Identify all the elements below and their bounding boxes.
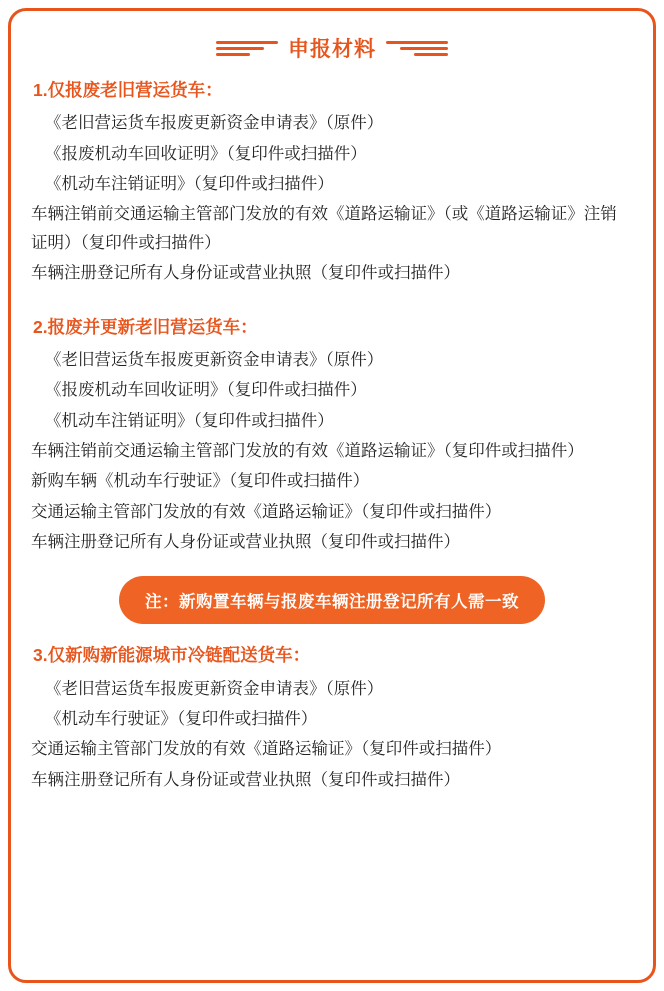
list-item: 《机动车注销证明》（复印件或扫描件） xyxy=(45,411,334,430)
list-item: 车辆注册登记所有人身份证或营业执照（复印件或扫描件） xyxy=(31,264,460,283)
list-item: 《报废机动车回收证明》（复印件或扫描件） xyxy=(45,144,367,163)
list-item: 交通运输主管部门发放的有效《道路运输证》（复印件或扫描件） xyxy=(31,740,502,759)
list-item: 车辆注销前交通运输主管部门发放的有效《道路运输证》（复印件或扫描件） xyxy=(31,441,584,460)
list-item: 《老旧营运货车报废更新资金申请表》（原件） xyxy=(45,114,384,133)
header-decoration-right-icon xyxy=(386,41,448,56)
list-item: 《报废机动车回收证明》（复印件或扫描件） xyxy=(45,381,367,400)
section-spacer xyxy=(31,292,633,314)
list-item: 《老旧营运货车报废更新资金申请表》（原件） xyxy=(45,679,384,698)
note-badge: 注：新购置车辆与报废车辆注册登记所有人需一致 xyxy=(119,576,545,624)
note-container xyxy=(31,576,633,624)
list-item: 新购车辆《机动车行驶证》（复印件或扫描件） xyxy=(31,472,370,491)
section-1-title: 1.仅报废老旧营运货车： xyxy=(33,80,223,100)
section-2 xyxy=(31,314,633,557)
list-item: 车辆注册登记所有人身份证或营业执照（复印件或扫描件） xyxy=(31,770,460,789)
list-item: 《老旧营运货车报废更新资金申请表》（原件） xyxy=(45,350,384,369)
page-title: 申报材料 xyxy=(288,38,376,61)
list-item: 《机动车注销证明》（复印件或扫描件） xyxy=(45,175,334,193)
section-3-title: 3.仅新购新能源城市冷链配送货车： xyxy=(33,645,311,666)
card-header xyxy=(31,33,633,63)
list-item: 车辆注册登记所有人身份证或营业执照（复印件或扫描件） xyxy=(31,533,460,551)
header-decoration-left-icon xyxy=(216,41,278,56)
section-2-title: 2.报废并更新老旧营运货车： xyxy=(33,316,258,337)
materials-card xyxy=(8,8,656,983)
section-1 xyxy=(31,77,633,288)
card-inner xyxy=(11,11,653,808)
list-item: 《机动车行驶证》（复印件或扫描件） xyxy=(45,710,318,728)
section-3 xyxy=(31,642,633,794)
list-item: 车辆注销前交通运输主管部门发放的有效《道路运输证》（或《道路运输证》注销证明）（复印件或扫描件） xyxy=(31,205,617,252)
list-item: 交通运输主管部门发放的有效《道路运输证》（复印件或扫描件） xyxy=(31,502,502,521)
